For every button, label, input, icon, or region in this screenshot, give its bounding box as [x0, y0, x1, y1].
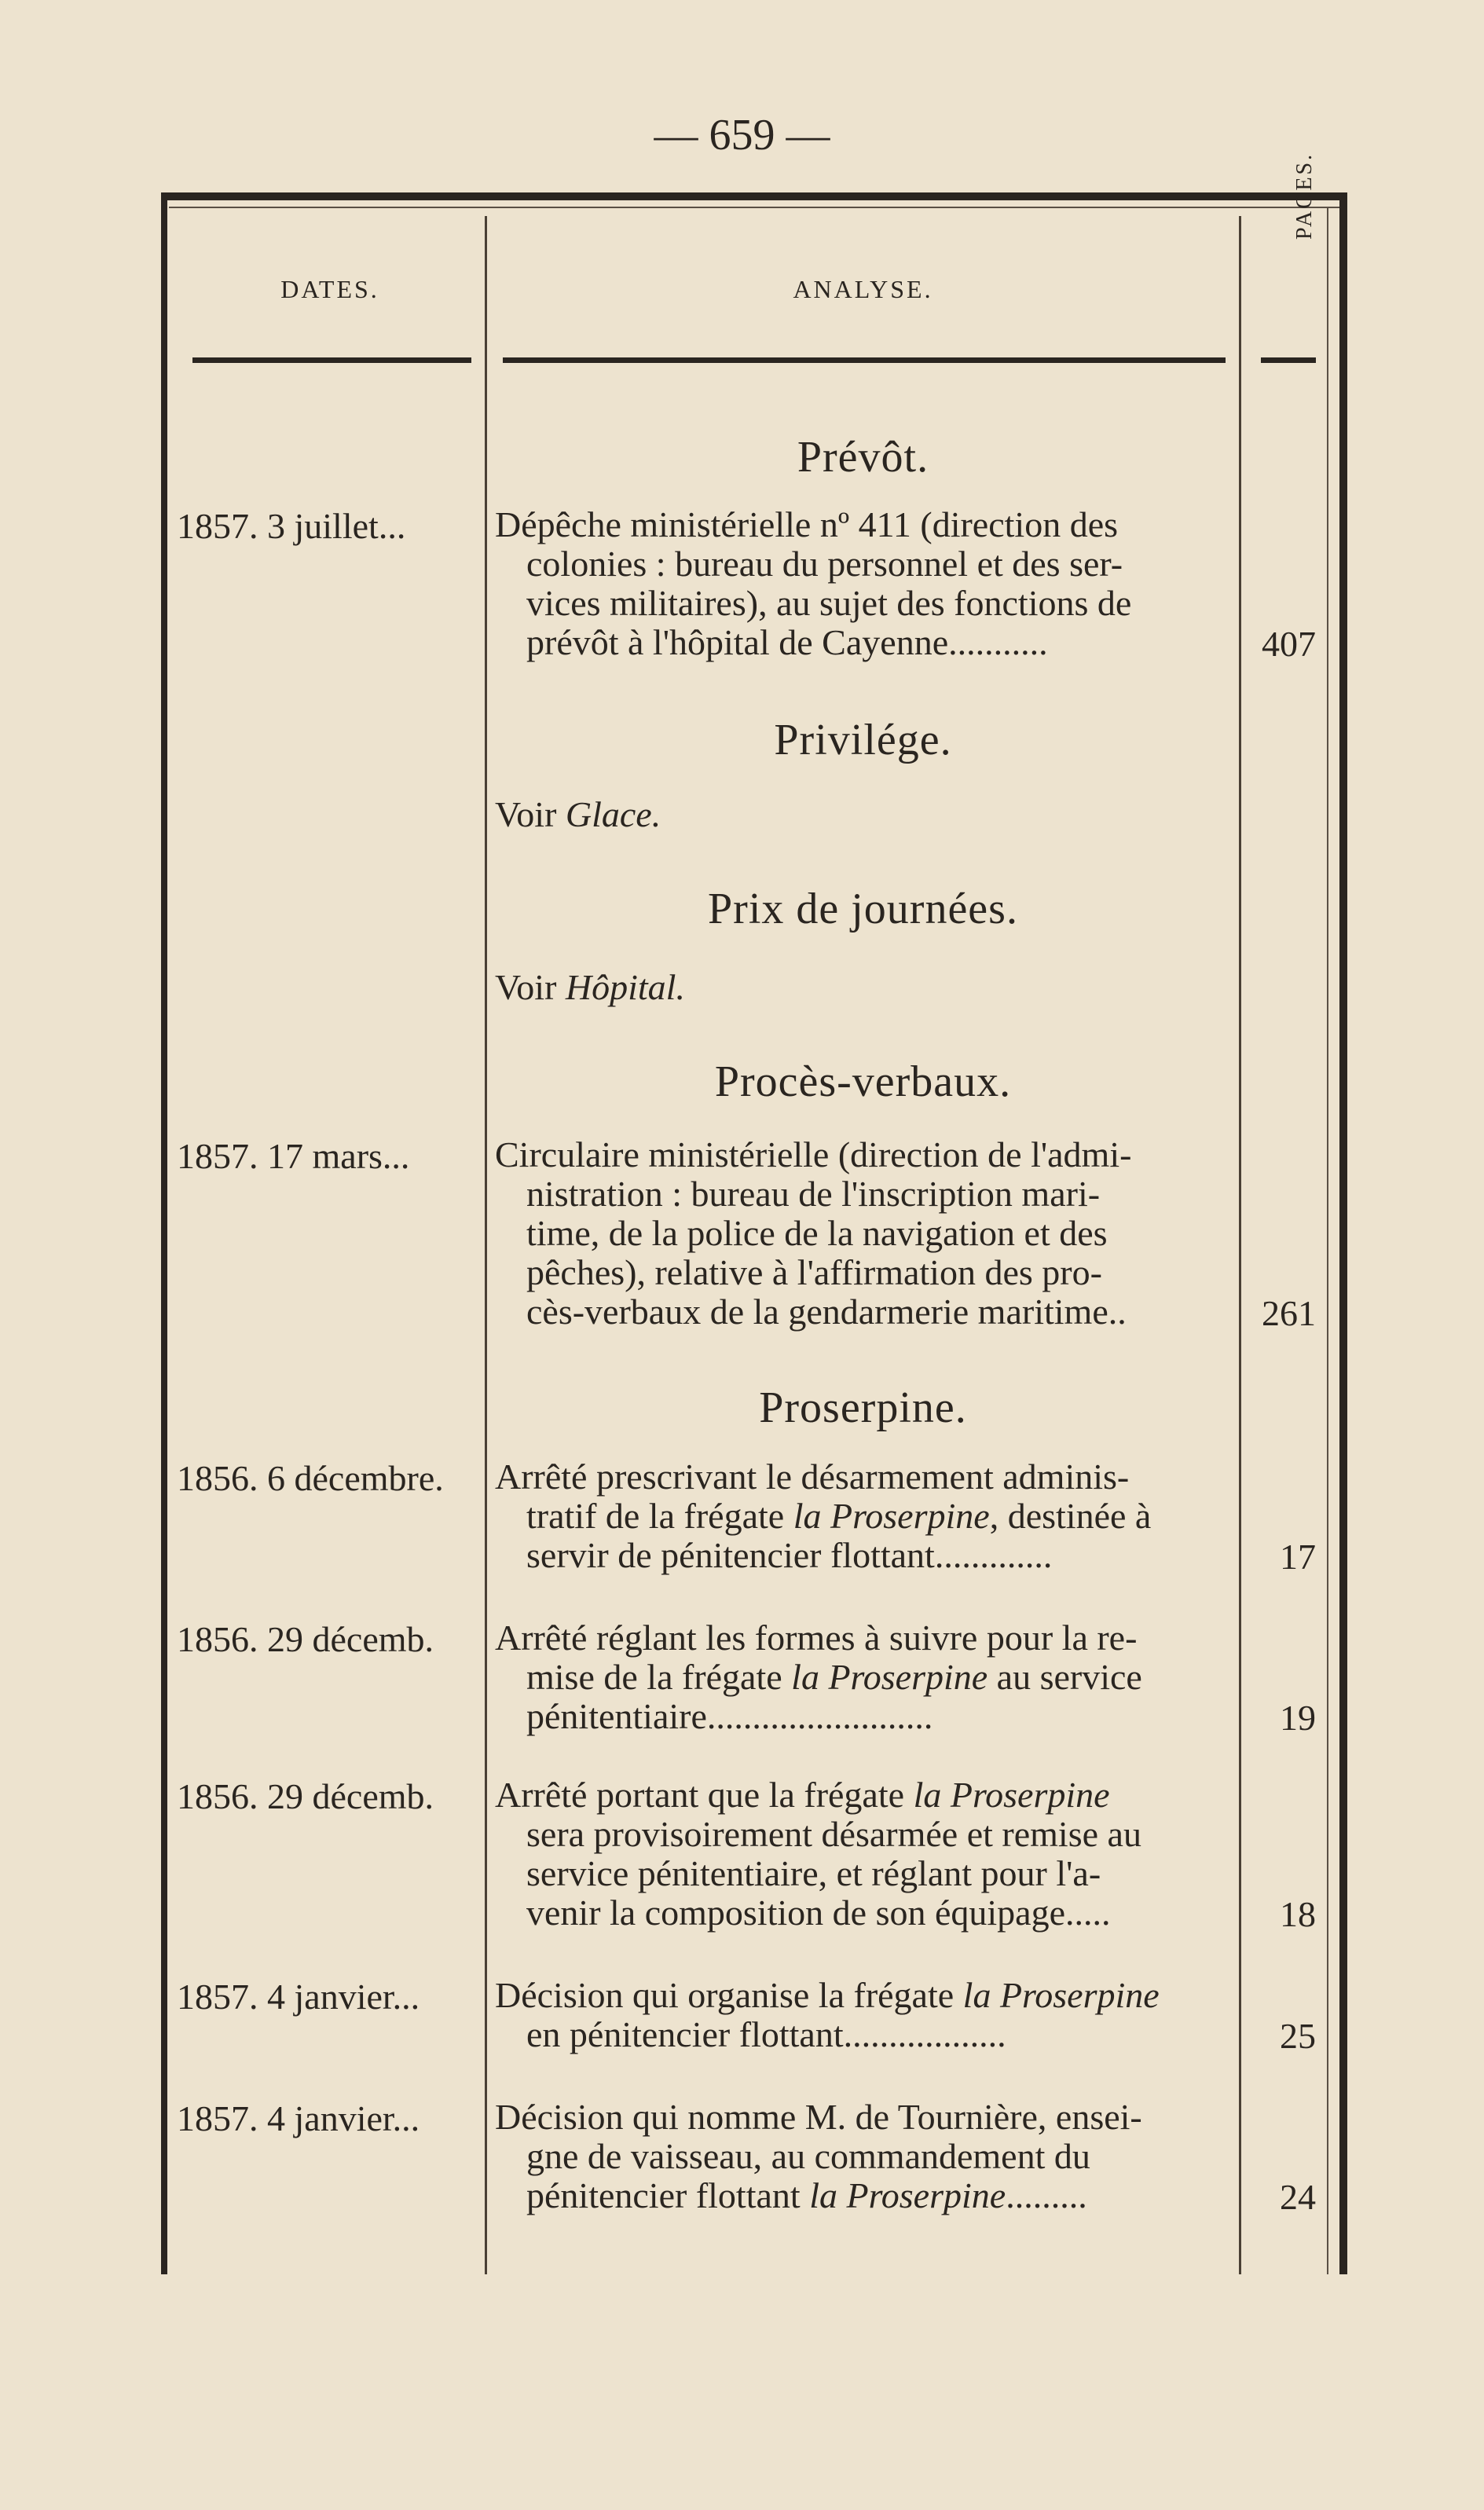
section-title: Privilége. [774, 716, 952, 764]
section-title: Proserpine. [759, 1383, 967, 1432]
entry-text [495, 1618, 1241, 1736]
entry-page: 19 [1280, 1698, 1316, 1738]
entry-page: 24 [1280, 2177, 1316, 2217]
entry-text [495, 505, 1241, 662]
entry-date: 1856. 29 décemb. [177, 1619, 434, 1659]
table-right-rule-thin [1327, 208, 1328, 2274]
entry-line: cès-verbaux de la gendarmerie maritime.. [526, 1292, 1127, 1332]
entry-line: en pénitencier flottant.................. [526, 2014, 1006, 2054]
page-number: — 659 — [654, 111, 830, 159]
see-also [495, 966, 685, 1008]
table-top-rule [161, 192, 1347, 200]
entry-line: Arrêté portant que la frégate la Proserpine [495, 1775, 1110, 1815]
entry-line: gne de vaisseau, au commandement du [526, 2136, 1090, 2176]
entry-line: Dépêche ministérielle nº 411 (direction des [495, 504, 1119, 544]
entry-text [495, 1457, 1241, 1575]
entry-line: sera provisoirement désarmée et remise au [526, 1814, 1141, 1854]
entry-line: colonies : bureau du personnel et des ser- [526, 544, 1123, 584]
header-pages: PAGES. [1292, 152, 1317, 240]
entry-line: vices militaires), au sujet des fonctions de [526, 583, 1132, 623]
entry-date: 1857. 17 mars... [177, 1136, 410, 1176]
section-title: Prévôt. [797, 433, 929, 482]
see-also-target: Hôpital. [565, 967, 685, 1007]
entry-line: pénitencier flottant la Proserpine......... [526, 2175, 1087, 2215]
entry-page: 407 [1262, 624, 1316, 664]
entry-text [495, 1135, 1241, 1332]
table-top-rule-thin [169, 207, 1339, 208]
table-left-rule [161, 192, 167, 2274]
see-also [495, 793, 661, 835]
entry-date: 1856. 29 décemb. [177, 1776, 434, 1816]
entry-line: time, de la police de la navigation et des [526, 1213, 1108, 1253]
index-table [161, 152, 1347, 2274]
table-right-rule [1339, 192, 1347, 2274]
entry-line: pêches), relative à l'affirmation des pro- [526, 1252, 1102, 1292]
entry-date: 1857. 3 juillet... [177, 506, 406, 546]
entry-line: Circulaire ministérielle (direction de l'admi- [495, 1134, 1132, 1174]
entry-line: service pénitentiaire, et réglant pour l'a- [526, 1853, 1101, 1893]
entry-page: 18 [1280, 1894, 1316, 1934]
header-underline-dates [192, 357, 471, 363]
entry-line: tratif de la frégate la Proserpine, destinée à [526, 1496, 1152, 1536]
entry-line: prévôt à l'hôpital de Cayenne........... [526, 622, 1048, 662]
entry-date: 1857. 4 janvier... [177, 2098, 420, 2138]
entry-line: Décision qui organise la frégate la Proserpine [495, 1975, 1160, 2015]
header-analyse: ANALYSE. [793, 275, 933, 303]
see-also-prefix: Voir [495, 794, 557, 834]
entry-line: Arrêté réglant les formes à suivre pour la re- [495, 1618, 1138, 1658]
see-also-prefix: Voir [495, 967, 557, 1007]
entry-text [495, 1775, 1241, 1933]
entry-line: Décision qui nomme M. de Tournière, ensei- [495, 2097, 1142, 2137]
entry-line: pénitentiaire......................... [526, 1696, 933, 1736]
entry-page: 25 [1280, 2016, 1316, 2056]
entry-line: mise de la frégate la Proserpine au service [526, 1657, 1142, 1697]
entry-text [495, 2098, 1241, 2215]
entry-page: 17 [1280, 1537, 1316, 1577]
header-underline-pages [1261, 357, 1316, 363]
entry-line: servir de pénitencier flottant............. [526, 1535, 1053, 1575]
column-divider-dates [485, 216, 487, 2274]
entry-page: 261 [1262, 1293, 1316, 1333]
header-dates: DATES. [280, 275, 379, 303]
entry-text [495, 1976, 1241, 2054]
see-also-target: Glace. [565, 794, 661, 834]
entry-line: Arrêté prescrivant le désarmement adminis- [495, 1457, 1130, 1497]
entry-line: nistration : bureau de l'inscription mari- [526, 1174, 1101, 1214]
header-underline-analyse [503, 357, 1226, 363]
entry-line: venir la composition de son équipage..... [526, 1893, 1111, 1933]
entry-date: 1856. 6 décembre. [177, 1458, 444, 1498]
section-title: Procès-verbaux. [714, 1057, 1012, 1106]
entry-date: 1857. 4 janvier... [177, 1977, 420, 2017]
section-title: Prix de journées. [708, 885, 1018, 933]
